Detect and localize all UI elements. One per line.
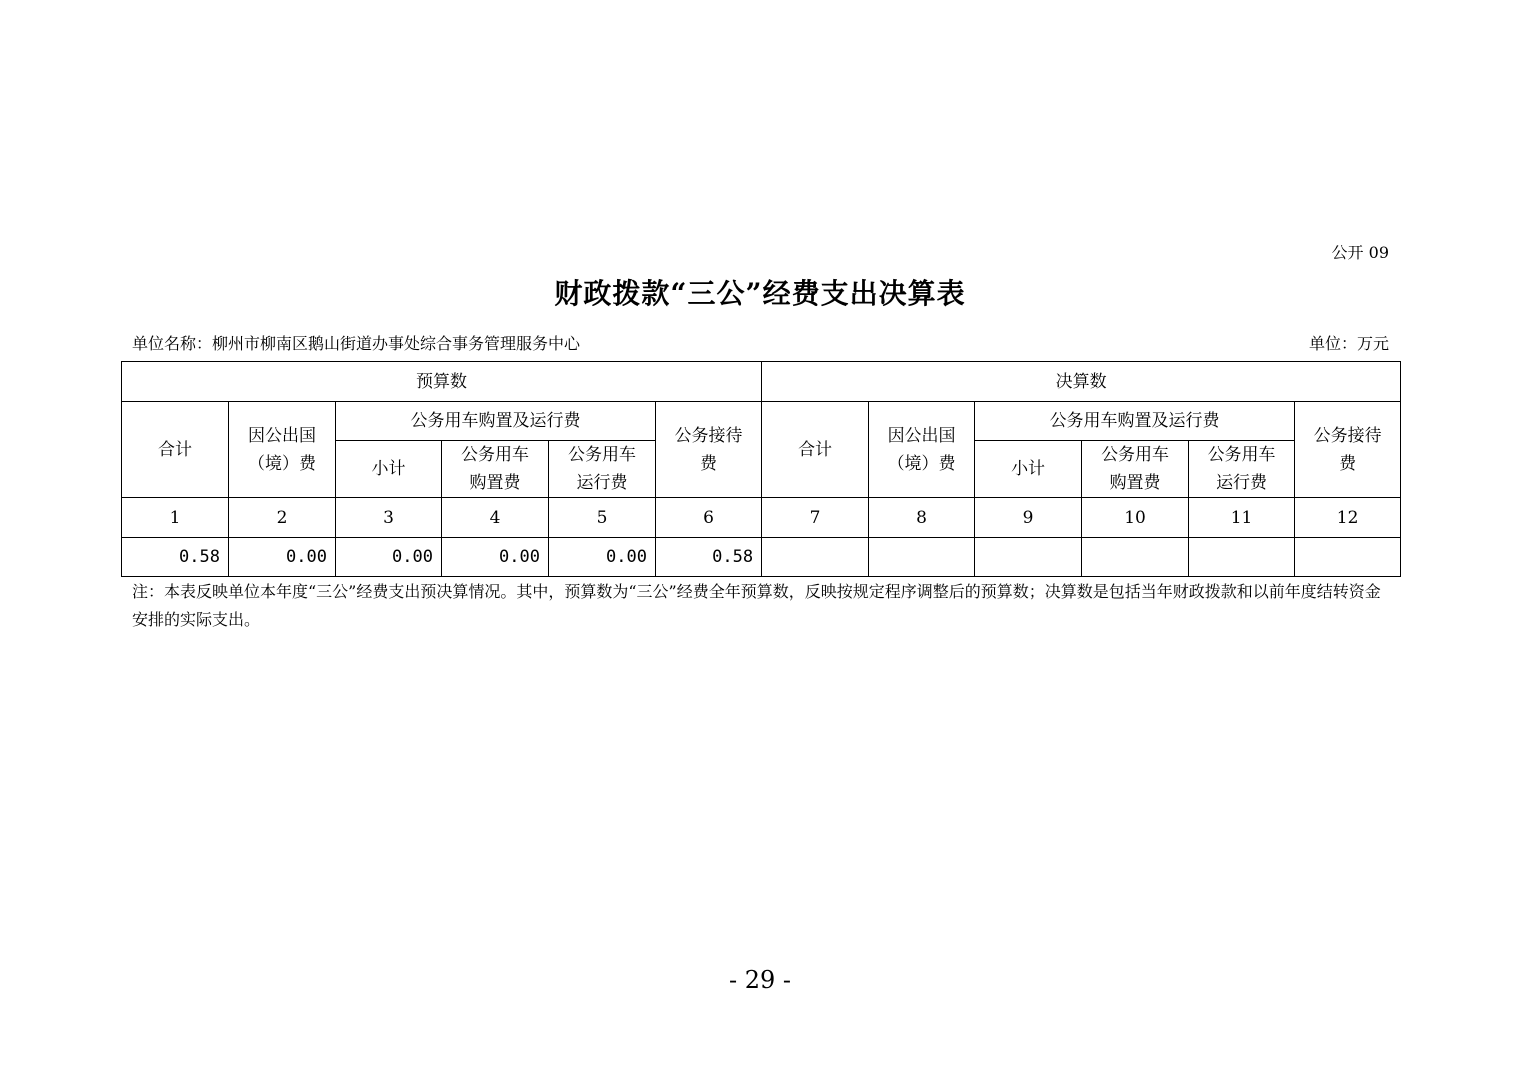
budget-abroad-value: 0.00 — [229, 538, 336, 577]
budget-reception-header: 公务接待 费 — [656, 402, 762, 498]
column-number: 6 — [656, 498, 762, 538]
budget-purchase-header: 公务用车 购置费 — [442, 441, 549, 498]
budget-abroad-header: 因公出国 （境）费 — [229, 402, 336, 498]
column-header-row — [122, 402, 1401, 441]
column-number: 4 — [442, 498, 549, 538]
final-group-header: 决算数 — [762, 362, 1401, 402]
final-total-header: 合计 — [762, 402, 869, 498]
final-abroad-header: 因公出国 （境）费 — [869, 402, 975, 498]
budget-subtotal-value: 0.00 — [336, 538, 442, 577]
final-vehicle-header: 公务用车购置及运行费 — [975, 402, 1295, 441]
budget-subtotal-header: 小计 — [336, 441, 442, 498]
final-abroad-value — [869, 538, 975, 577]
budget-total-header: 合计 — [122, 402, 229, 498]
table-row — [122, 538, 1401, 577]
final-reception-header: 公务接待 费 — [1295, 402, 1401, 498]
budget-operation-header: 公务用车 运行费 — [549, 441, 656, 498]
column-number: 9 — [975, 498, 1082, 538]
column-number-row — [122, 498, 1401, 538]
final-purchase-header: 公务用车 购置费 — [1082, 441, 1189, 498]
final-purchase-value — [1082, 538, 1189, 577]
column-number: 8 — [869, 498, 975, 538]
final-reception-value — [1295, 538, 1401, 577]
page-title: 财政拨款“三公”经费支出决算表 — [554, 277, 966, 310]
column-number: 1 — [122, 498, 229, 538]
budget-vehicle-header: 公务用车购置及运行费 — [336, 402, 656, 441]
budget-total-value: 0.58 — [122, 538, 229, 577]
page-number: - 29 - — [728, 966, 791, 994]
form-code: 公开 09 — [1331, 243, 1389, 262]
unit-name: 单位名称：柳州市柳南区鹅山街道办事处综合事务管理服务中心 — [132, 334, 581, 353]
column-number: 11 — [1189, 498, 1295, 538]
table-note: 注：本表反映单位本年度“三公”经费支出预决算情况。其中，预算数为“三公”经费全年预算数，反映按规定程序调整后的预算数；决算数是包括当年财政拨款和以前年度结转资金安排的实际支出。 — [132, 582, 1381, 629]
unit-label: 单位：万元 — [1308, 334, 1389, 353]
column-number: 3 — [336, 498, 442, 538]
final-subtotal-value — [975, 538, 1082, 577]
final-operation-value — [1189, 538, 1295, 577]
column-number: 2 — [229, 498, 336, 538]
expenditure-table — [121, 361, 1401, 577]
final-operation-header: 公务用车 运行费 — [1189, 441, 1295, 498]
column-number: 12 — [1295, 498, 1401, 538]
budget-purchase-value: 0.00 — [442, 538, 549, 577]
final-total-value — [762, 538, 869, 577]
column-number: 10 — [1082, 498, 1189, 538]
column-number: 5 — [549, 498, 656, 538]
budget-operation-value: 0.00 — [549, 538, 656, 577]
column-number: 7 — [762, 498, 869, 538]
final-subtotal-header: 小计 — [975, 441, 1082, 498]
group-header-row — [122, 362, 1401, 402]
budget-group-header: 预算数 — [122, 362, 762, 402]
budget-reception-value: 0.58 — [656, 538, 762, 577]
